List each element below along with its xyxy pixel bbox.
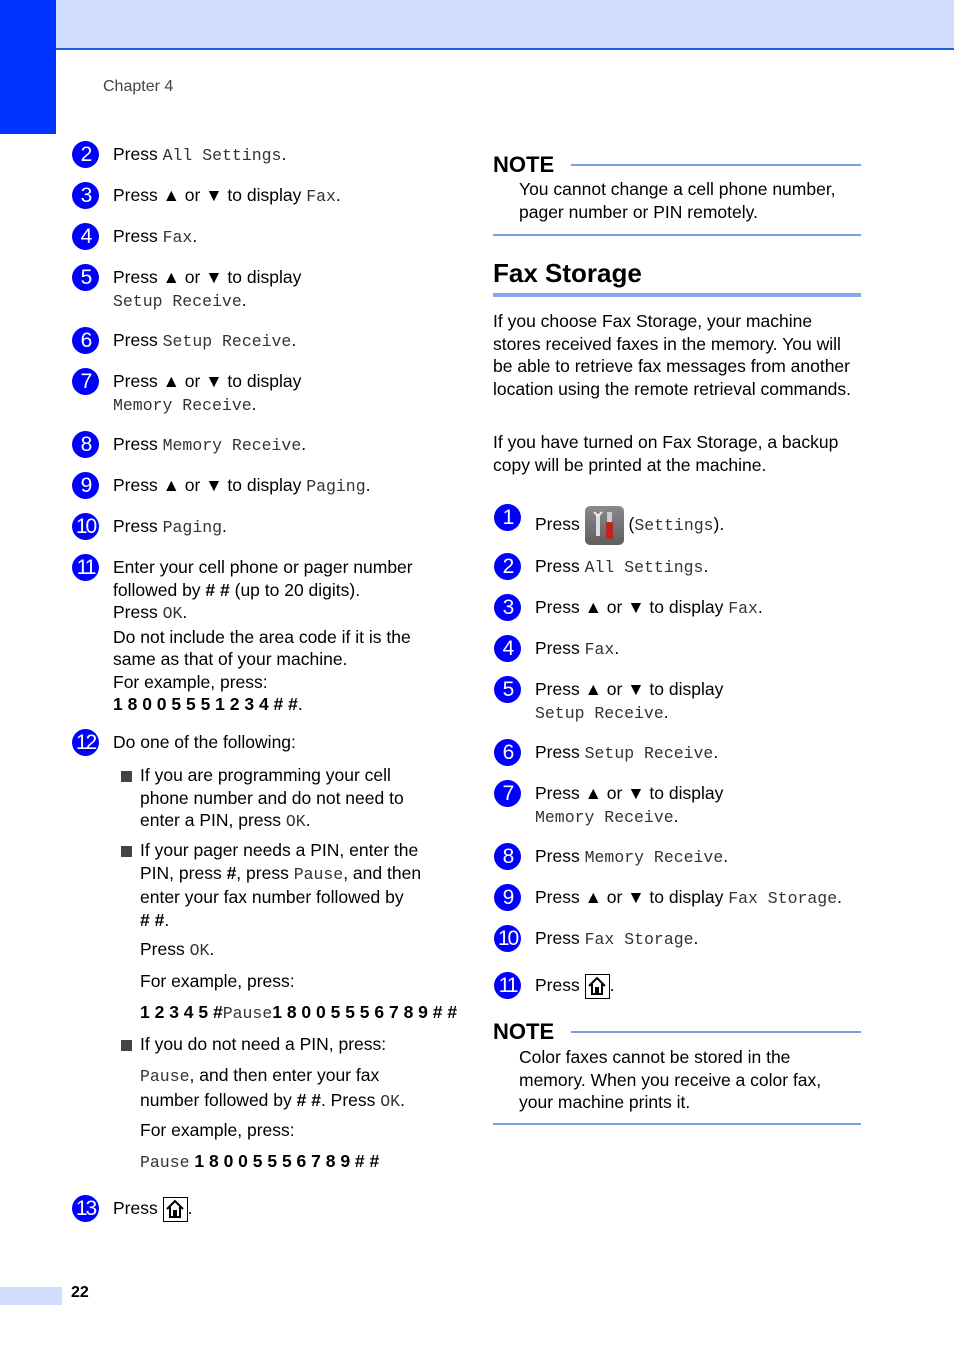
- step-text-block: [113, 731, 296, 754]
- bullet-square: [121, 1040, 132, 1051]
- step-text: .: [614, 638, 620, 658]
- key-sequence: # #: [205, 579, 230, 600]
- key-sequence: 1 8 0 0 5 5 5 6 7 8 9 # #: [272, 1002, 458, 1022]
- step-text-block: [535, 845, 728, 870]
- step-text: Press: [535, 928, 585, 948]
- menu-option-label: OK: [285, 812, 306, 831]
- step-text-block: [113, 474, 370, 499]
- step-number-badge: 7: [494, 780, 521, 807]
- menu-option-label: Pause: [140, 1153, 190, 1172]
- menu-option-label: Fax: [162, 228, 193, 247]
- step-number-badge: 6: [494, 739, 521, 766]
- step-text: .: [723, 846, 729, 866]
- step-text-block: [535, 555, 708, 580]
- step-text: Press ▲ or ▼ to display: [113, 185, 307, 205]
- step-text: .: [663, 701, 669, 722]
- menu-option-label: Setup Receive: [162, 332, 292, 351]
- step-number-badge: 10: [72, 513, 99, 540]
- step-number-badge: 11: [494, 972, 521, 999]
- step-text-block: [535, 886, 842, 911]
- step-text: .: [757, 597, 763, 617]
- menu-option-label: Setup Receive: [584, 744, 714, 763]
- step-text: Press: [113, 226, 163, 246]
- step-text-block: [113, 1197, 192, 1222]
- step-text: Press ▲ or ▼ to display: [535, 887, 729, 907]
- step-text: .: [673, 805, 679, 826]
- bullet-text: [140, 1119, 295, 1142]
- step-text: .: [713, 742, 719, 762]
- step-text: .: [837, 887, 842, 907]
- step-text: .: [241, 289, 247, 310]
- footer-band: [0, 1287, 62, 1305]
- step-text: .: [365, 475, 371, 495]
- step-text: .: [305, 810, 311, 830]
- chapter-label: Chapter 4: [103, 78, 174, 95]
- key-sequence: 1 8 0 0 5 5 5 6 7 8 9 # #: [194, 1151, 380, 1171]
- key-sequence: # #: [296, 1089, 321, 1110]
- step-text-block: [535, 596, 763, 621]
- step-text: Press ▲ or ▼ to display: [535, 679, 724, 699]
- section-rule: [493, 293, 861, 297]
- step-number-badge: 2: [72, 141, 99, 168]
- bullet-square: [121, 771, 132, 782]
- step-text: PIN, press: [140, 862, 227, 883]
- menu-option-label: Fax Storage: [584, 930, 694, 949]
- note-rule-bottom: [493, 234, 861, 236]
- menu-option-label: Memory Receive: [584, 848, 724, 867]
- step-text: .: [182, 602, 188, 622]
- menu-option-label: Setup Receive: [113, 291, 242, 311]
- step-text: (: [623, 514, 635, 535]
- step-text-block: [535, 974, 614, 999]
- key-sequence: #: [226, 862, 237, 883]
- step-text-block: [535, 637, 619, 662]
- step-text: , and then enter your fax: [189, 1065, 380, 1085]
- step-text-block: [113, 433, 306, 458]
- bullet-square: [121, 846, 132, 857]
- menu-option-label: Setup Receive: [535, 703, 664, 723]
- step-text: .: [281, 144, 287, 164]
- menu-option-label: Pause: [222, 1004, 273, 1023]
- key-sequence: # #: [140, 909, 165, 930]
- step-text: .: [609, 975, 615, 996]
- step-text: .: [291, 330, 297, 350]
- menu-option-label: Settings: [634, 516, 714, 536]
- step-text: Press: [140, 939, 190, 959]
- menu-option-label: Fax: [728, 599, 758, 618]
- step-text-block: [535, 782, 723, 829]
- step-text: ).: [713, 514, 725, 535]
- step-text-block: [113, 143, 286, 168]
- step-text: .: [335, 185, 341, 205]
- bullet-text: [140, 1033, 386, 1056]
- step-text: Press: [113, 1198, 163, 1219]
- step-number-badge: 10: [494, 925, 521, 952]
- step-text-block: [535, 506, 724, 545]
- step-number-badge: 9: [494, 884, 521, 911]
- step-text: Press: [535, 556, 585, 576]
- menu-option-label: All Settings: [162, 146, 282, 165]
- step-text: followed by: [113, 579, 206, 600]
- menu-option-label: Memory Receive: [113, 395, 252, 415]
- note-text-2: Color faxes cannot be stored in the memory. When you receive a color fax, your machine prints it.: [519, 1047, 822, 1112]
- menu-option-label: Fax: [584, 640, 615, 659]
- menu-option-label: Fax: [306, 187, 336, 206]
- step-text: Do not include the area code if it is the: [113, 626, 411, 647]
- step-text: Press: [113, 602, 163, 622]
- step-number-badge: 13: [72, 1195, 99, 1222]
- step-text: Enter your cell phone or pager number: [113, 557, 413, 577]
- key-sequence: 1 8 0 0 5 5 5 1 2 3 4 # #: [113, 694, 298, 714]
- step-text: Press ▲ or ▼ to display: [113, 475, 307, 495]
- step-text-block: [113, 556, 413, 716]
- menu-option-label: OK: [162, 604, 183, 623]
- step-text-block: [113, 515, 227, 540]
- step-text-block: [535, 741, 718, 766]
- step-text-block: [113, 266, 301, 313]
- step-number-badge: 2: [494, 553, 521, 580]
- step-text: , and then: [343, 862, 422, 883]
- header-band: [0, 0, 954, 50]
- menu-option-label: Paging: [162, 518, 223, 537]
- step-number-badge: 3: [72, 182, 99, 209]
- menu-option-label: OK: [189, 941, 210, 960]
- step-text: For example, press:: [113, 671, 268, 692]
- step-text: Do one of the following:: [113, 732, 296, 752]
- home-icon[interactable]: [585, 974, 610, 999]
- step-text: .: [297, 694, 303, 714]
- menu-option-label: Pause: [140, 1067, 190, 1086]
- section-title: Fax Storage: [493, 258, 642, 288]
- bullet-text: [140, 1150, 379, 1175]
- step-text: .: [164, 909, 170, 930]
- step-text: (up to 20 digits).: [229, 579, 361, 600]
- step-text: number followed by: [140, 1089, 297, 1110]
- step-text: Press ▲ or ▼ to display: [535, 597, 729, 617]
- step-text: .: [222, 516, 227, 536]
- note-rule-top-2: [571, 1031, 861, 1033]
- key-sequence: 1 2 3 4 5 #: [140, 1002, 223, 1022]
- step-text: .: [693, 928, 699, 948]
- step-text-block: [113, 329, 296, 354]
- page-number: 22: [71, 1284, 89, 1301]
- menu-option-label: Paging: [306, 477, 366, 496]
- home-icon[interactable]: [163, 1197, 188, 1222]
- step-text: Press: [113, 516, 163, 536]
- step-text: .: [703, 556, 709, 576]
- step-number-badge: 4: [494, 635, 521, 662]
- paragraph-1: If you choose Fax Storage, your machine stores received faxes in the memory. You will be able to retrieve fax messages from another location using the remote retrieval commands.: [493, 311, 851, 399]
- step-text: phone number and do not need to: [140, 787, 404, 808]
- menu-option-label: All Settings: [584, 558, 704, 577]
- note-text: You cannot change a cell phone number, pager number or PIN remotely.: [519, 179, 836, 222]
- step-text: .: [192, 226, 198, 246]
- step-text: Press: [535, 975, 585, 996]
- settings-icon[interactable]: [585, 506, 624, 545]
- note-rule-bottom-2: [493, 1123, 861, 1125]
- step-text: . Press: [320, 1089, 381, 1110]
- step-text-block: [113, 184, 341, 209]
- step-number-badge: 12: [72, 729, 99, 756]
- step-number-badge: 1: [494, 504, 521, 531]
- bullet-text: [140, 938, 214, 963]
- step-text-block: [535, 678, 723, 725]
- step-text: .: [209, 939, 215, 959]
- step-text: Press: [113, 144, 163, 164]
- step-text-block: [113, 370, 301, 417]
- step-text: Press ▲ or ▼ to display: [113, 371, 302, 391]
- step-text: Press: [535, 742, 585, 762]
- step-number-badge: 5: [494, 676, 521, 703]
- step-text: enter a PIN, press: [140, 810, 286, 830]
- step-text: Press: [535, 846, 585, 866]
- step-text-block: [113, 225, 197, 250]
- chapter-tab: [0, 0, 56, 134]
- step-text-block: [535, 927, 698, 952]
- step-text: Press: [113, 330, 163, 350]
- bullet-text: [140, 970, 295, 993]
- paragraph-2: If you have turned on Fax Storage, a backup copy will be printed at the machine.: [493, 432, 839, 475]
- step-text: Press ▲ or ▼ to display: [535, 783, 724, 803]
- step-number-badge: 9: [72, 472, 99, 499]
- note-heading: NOTE: [493, 152, 555, 177]
- menu-option-label: Fax Storage: [728, 889, 838, 908]
- step-text: If you are programming your cell: [140, 765, 391, 785]
- step-text: Press: [535, 514, 585, 535]
- step-text: enter your fax number followed by: [140, 887, 404, 907]
- step-text: For example, press:: [140, 971, 295, 991]
- step-text: , press: [236, 862, 294, 883]
- step-number-badge: 7: [72, 368, 99, 395]
- step-number-badge: 4: [72, 223, 99, 250]
- step-text: .: [251, 393, 257, 414]
- step-number-badge: 11: [72, 554, 99, 581]
- step-number-badge: 5: [72, 264, 99, 291]
- note-heading-2: NOTE: [493, 1019, 555, 1044]
- step-number-badge: 3: [494, 594, 521, 621]
- step-text: same as that of your machine.: [113, 649, 348, 669]
- step-text: If you do not need a PIN, press:: [140, 1034, 387, 1054]
- step-text: If your pager needs a PIN, enter the: [140, 840, 419, 860]
- step-text: .: [400, 1089, 405, 1110]
- menu-option-label: OK: [380, 1091, 401, 1111]
- bullet-text: [140, 764, 404, 834]
- note-rule-top: [571, 164, 861, 166]
- step-text: Press ▲ or ▼ to display: [113, 267, 302, 287]
- menu-option-label: Memory Receive: [162, 436, 302, 455]
- step-text: Press: [535, 638, 585, 658]
- bullet-text: [140, 1064, 405, 1113]
- bullet-text: [140, 1001, 457, 1026]
- step-text: .: [301, 434, 307, 454]
- menu-option-label: Memory Receive: [535, 807, 674, 827]
- step-number-badge: 6: [72, 327, 99, 354]
- bullet-text: [140, 839, 421, 931]
- step-text: For example, press:: [140, 1120, 295, 1140]
- step-number-badge: 8: [72, 431, 99, 458]
- step-text: .: [187, 1198, 193, 1219]
- step-number-badge: 8: [494, 843, 521, 870]
- menu-option-label: Pause: [293, 864, 344, 884]
- step-text: Press: [113, 434, 163, 454]
